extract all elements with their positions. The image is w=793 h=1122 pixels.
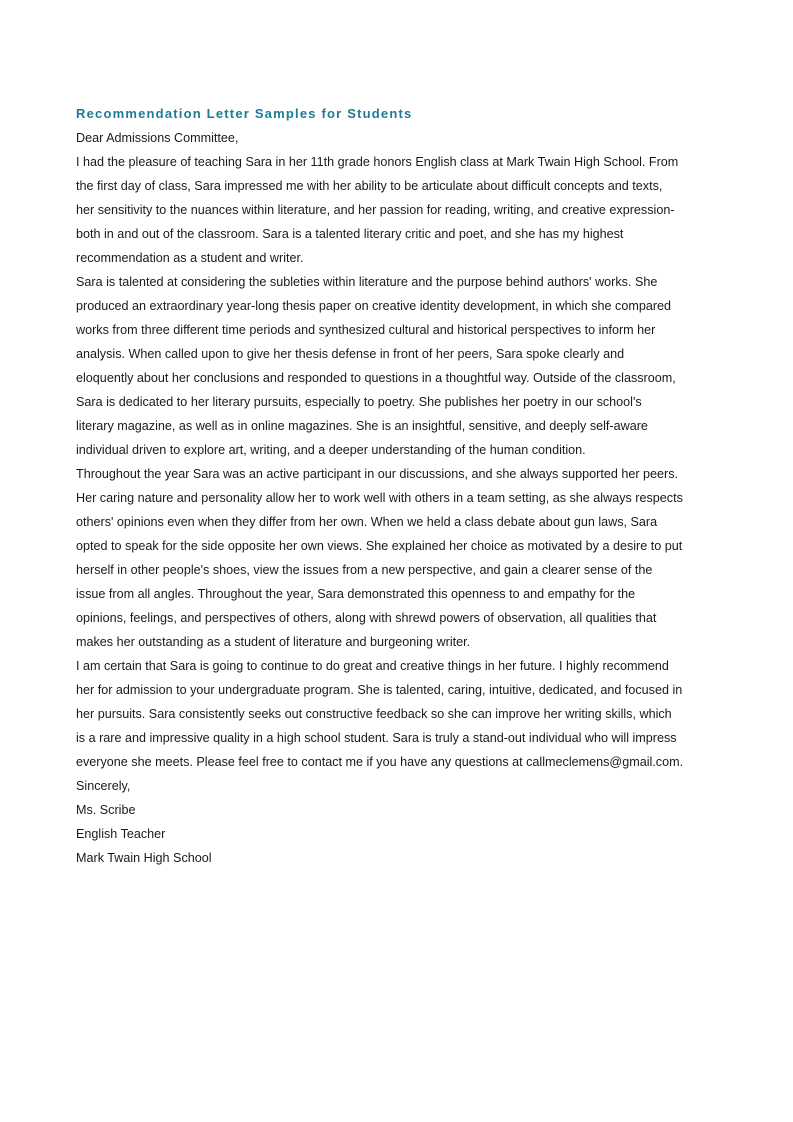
letter-line: others' opinions even when they differ from her own. When we held a class debate about gun laws, Sara — [76, 515, 658, 529]
letter-line: her sensitivity to the nuances within literature, and her passion for reading, writing, and creative expression- — [76, 203, 675, 217]
letter-line: the first day of class, Sara impressed me with her ability to be articulate about difficult concepts and texts, — [76, 179, 663, 193]
letter-line: works from three different time periods and synthesized cultural and historical perspectives to inform her — [76, 323, 656, 337]
letter-line: eloquently about her conclusions and responded to questions in a thoughtful way. Outside of the classroom, — [76, 371, 676, 385]
letter-body — [76, 126, 716, 870]
letter-line: Her caring nature and personality allow her to work well with others in a team setting, as she always respects — [76, 491, 683, 505]
letter-line: individual driven to explore art, writing, and a deeper understanding of the human condition. — [76, 443, 586, 457]
letter-line: I am certain that Sara is going to continue to do great and creative things in her future. I highly recommend — [76, 659, 669, 673]
letter-line: analysis. When called upon to give her thesis defense in front of her peers, Sara spoke clearly and — [76, 347, 625, 361]
letter-line: makes her outstanding as a student of literature and burgeoning writer. — [76, 635, 471, 649]
letter-line: is a rare and impressive quality in a high school student. Sara is truly a stand-out individual who will impress — [76, 731, 677, 745]
document-page — [76, 102, 716, 870]
letter-line: opinions, feelings, and perspectives of others, along with shrewd powers of observation, all qualities that — [76, 611, 657, 625]
letter-line: her for admission to your undergraduate program. She is talented, caring, intuitive, dedicated, and focused in — [76, 683, 683, 697]
letter-line: Sara is talented at considering the subleties within literature and the purpose behind authors' works. She — [76, 275, 658, 289]
letter-line: recommendation as a student and writer. — [76, 251, 304, 265]
letter-line: English Teacher — [76, 827, 166, 841]
letter-line: produced an extraordinary year-long thesis paper on creative identity development, in which she compared — [76, 299, 672, 313]
letter-line: everyone she meets. Please feel free to contact me if you have any questions at callmeclemens@gmail.com. — [76, 755, 684, 769]
letter-line: issue from all angles. Throughout the year, Sara demonstrated this openness to and empathy for the — [76, 587, 636, 601]
letter-line: I had the pleasure of teaching Sara in her 11th grade honors English class at Mark Twain High School. From — [76, 155, 679, 169]
letter-line: Throughout the year Sara was an active participant in our discussions, and she always supported her peers. — [76, 467, 679, 481]
letter-line: Ms. Scribe — [76, 803, 136, 817]
letter-line: Dear Admissions Committee, — [76, 131, 239, 145]
letter-line: Sara is dedicated to her literary pursuits, especially to poetry. She publishes her poetry in our school's — [76, 395, 642, 409]
letter-line: her pursuits. Sara consistently seeks out constructive feedback so she can improve her writing skills, which — [76, 707, 672, 721]
letter-line: Sincerely, — [76, 779, 131, 793]
letter-line: herself in other people's shoes, view the issues from a new perspective, and gain a clearer sense of the — [76, 563, 653, 577]
letter-line: literary magazine, as well as in online magazines. She is an insightful, sensitive, and deeply self-aware — [76, 419, 648, 433]
letter-line: opted to speak for the side opposite her own views. She explained her choice as motivated by a desire to put — [76, 539, 683, 553]
document-title: Recommendation Letter Samples for Students — [76, 106, 413, 121]
letter-line: both in and out of the classroom. Sara is a talented literary critic and poet, and she has my highest — [76, 227, 624, 241]
letter-line: Mark Twain High School — [76, 851, 212, 865]
